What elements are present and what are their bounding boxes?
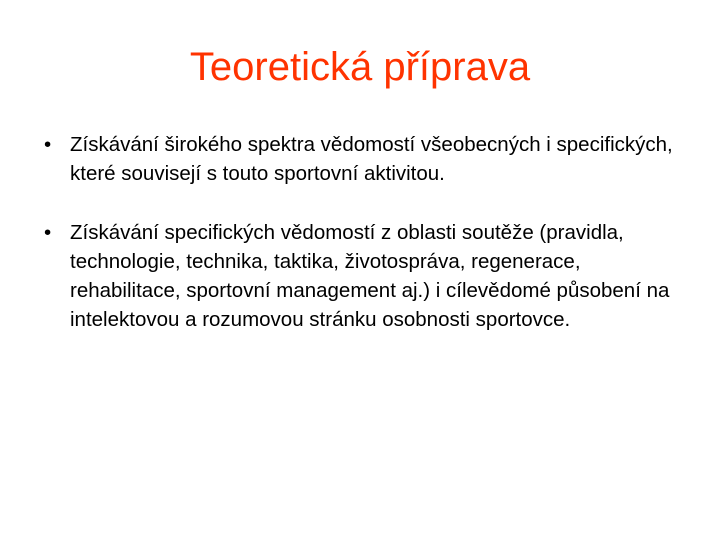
- bullet-text: Získávání specifických vědomostí z oblasti soutěže (pravidla, technologie, technika, taktika, životospráva, regenerace, rehabilitace, sportovní management aj.) i cílevědomé působení na intelektovou a rozumovou stránku osobnosti sportovce.: [70, 221, 670, 331]
- bullet-list: [44, 130, 684, 364]
- bullet-marker: •: [44, 221, 52, 244]
- bullet-marker: •: [44, 133, 52, 156]
- slide-title: Teoretická příprava: [189, 45, 531, 89]
- bullet-item: [44, 130, 684, 188]
- bullet-item: [44, 218, 684, 334]
- bullet-text: Získávání širokého spektra vědomostí všeobecných i specifických, které souvisejí s touto sportovní aktivitou.: [70, 133, 673, 185]
